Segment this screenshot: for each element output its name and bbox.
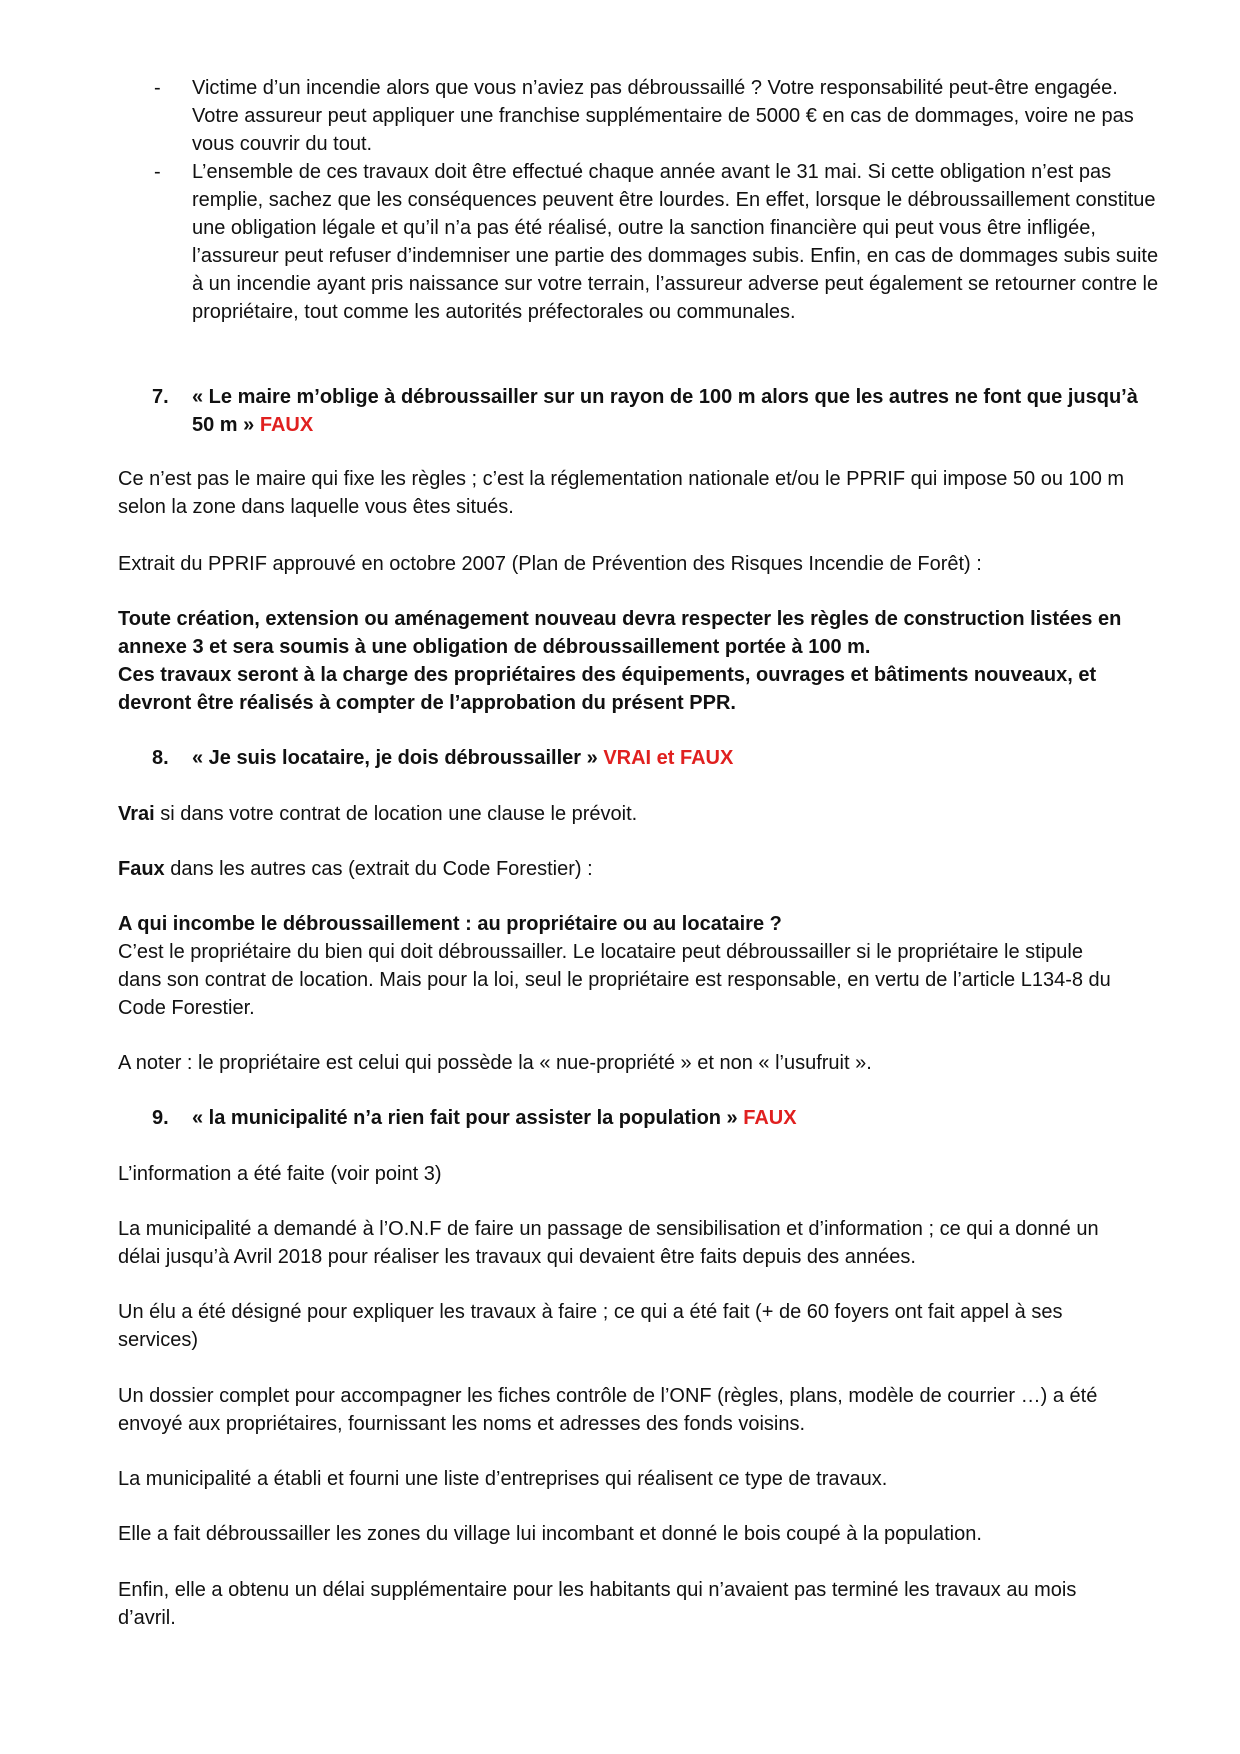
verdict-label: FAUX	[259, 414, 314, 436]
municipality-paragraph: Un élu a été désigné pour expliquer les travaux à faire ; ce qui a été fait (+ de 60 foyers ont fait appel à ses services)	[118, 1301, 1063, 1351]
municipality-paragraph: L’information a été faite (voir point 3)	[118, 1163, 442, 1185]
question-number: 8.	[152, 747, 169, 769]
bullet-text: L’ensemble de ces travaux doit être effectué chaque année avant le 31 mai. Si cette obligation n’est pas remplie, sachez que les conséquences peuvent être lourdes. En effet, lorsque le débroussaillement constitue une obligation légale et qu’il n’a pas été réalisé, outre la sanction financière qui peut vous être infligée, l’assureur peut refuser d’indemniser une partie des dommages subis. Enfin, en cas de dommages subis suite à un incendie ayant pris naissance sur votre terrain, l’assureur adverse peut également se retourner contre le propriétaire, tout comme les autorités préfectorales ou communales.	[192, 161, 1159, 323]
vrai-paragraph	[118, 800, 1128, 828]
vrai-label: Vrai	[118, 803, 155, 825]
question-8-heading	[152, 744, 1152, 772]
code-forestier-heading: A qui incombe le débroussaillement : au propriétaire ou au locataire ?	[118, 913, 782, 935]
pprif-extract-intro: Extrait du PPRIF approuvé en octobre 2007 (Plan de Prévention des Risques Incendie de Forêt) :	[118, 553, 982, 575]
question-7-answer: Ce n’est pas le maire qui fixe les règles ; c’est la réglementation nationale et/ou le PPRIF qui impose 50 ou 100 m selon la zone dans laquelle vous êtes situés.	[118, 468, 1125, 518]
question-9-heading	[152, 1104, 1152, 1132]
vrai-text: si dans votre contrat de location une clause le prévoit.	[154, 803, 638, 825]
pprif-extract-line-1: Toute création, extension ou aménagement nouveau devra respecter les règles de construction listées en annexe 3 et sera soumis à une obligation de débroussaillement portée à 100 m.	[118, 608, 1122, 658]
question-7-heading	[152, 383, 1152, 439]
verdict-label: VRAI et FAUX	[603, 747, 734, 769]
faux-label: Faux	[118, 858, 165, 880]
municipality-paragraph: Elle a fait débroussailler les zones du village lui incombant et donné le bois coupé à la population.	[118, 1523, 982, 1545]
question-text: « la municipalité n’a rien fait pour assister la population »	[192, 1107, 738, 1129]
question-number: 9.	[152, 1107, 169, 1129]
verdict-label: FAUX	[743, 1107, 797, 1129]
bullet-item-fire-victim	[154, 74, 1164, 158]
question-text: « Le maire m’oblige à débroussailler sur un rayon de 100 m alors que les autres ne font que jusqu’à 50 m »	[192, 386, 1138, 436]
municipality-paragraph: Enfin, elle a obtenu un délai supplémentaire pour les habitants qui n’avaient pas terminé les travaux au mois d’avril.	[118, 1579, 1077, 1629]
municipality-paragraph: La municipalité a établi et fourni une liste d’entreprises qui réalisent ce type de travaux.	[118, 1468, 888, 1490]
question-number: 7.	[152, 386, 169, 408]
pprif-extract-quote	[118, 605, 1128, 717]
question-text: « Je suis locataire, je dois débroussailler »	[192, 747, 598, 769]
ownership-note: A noter : le propriétaire est celui qui possède la « nue-propriété » et non « l’usufruit ».	[118, 1052, 872, 1074]
bullet-text: Victime d’un incendie alors que vous n’aviez pas débroussaillé ? Votre responsabilité peut-être engagée. Votre assureur peut appliquer une franchise supplémentaire de 5000 € en cas de dommages, voire ne pas vous couvrir du tout.	[192, 77, 1134, 155]
bullet-dash: -	[154, 77, 161, 99]
code-forestier-extract	[118, 910, 1128, 1022]
pprif-extract-line-2: Ces travaux seront à la charge des propriétaires des équipements, ouvrages et bâtiments nouveaux, et devront être réalisés à compter de l’approbation du présent PPR.	[118, 664, 1097, 714]
code-forestier-text: C’est le propriétaire du bien qui doit débroussailler. Le locataire peut débroussailler si le propriétaire le stipule dans son contrat de location. Mais pour la loi, seul le propriétaire est responsable, en vertu de l’article L134-8 du Code Forestier.	[118, 941, 1111, 1019]
municipality-paragraph: La municipalité a demandé à l’O.N.F de faire un passage de sensibilisation et d’information ; ce qui a donné un délai jusqu’à Avril 2018 pour réaliser les travaux qui devaient être faits depuis des années.	[118, 1218, 1099, 1268]
bullet-item-annual-works	[154, 158, 1164, 326]
municipality-paragraph: Un dossier complet pour accompagner les fiches contrôle de l’ONF (règles, plans, modèle de courrier …) a été envoyé aux propriétaires, fournissant les noms et adresses des fonds voisins.	[118, 1385, 1098, 1435]
faux-text: dans les autres cas (extrait du Code Forestier) :	[164, 858, 593, 880]
faux-paragraph	[118, 855, 1128, 883]
bullet-dash: -	[154, 161, 161, 183]
